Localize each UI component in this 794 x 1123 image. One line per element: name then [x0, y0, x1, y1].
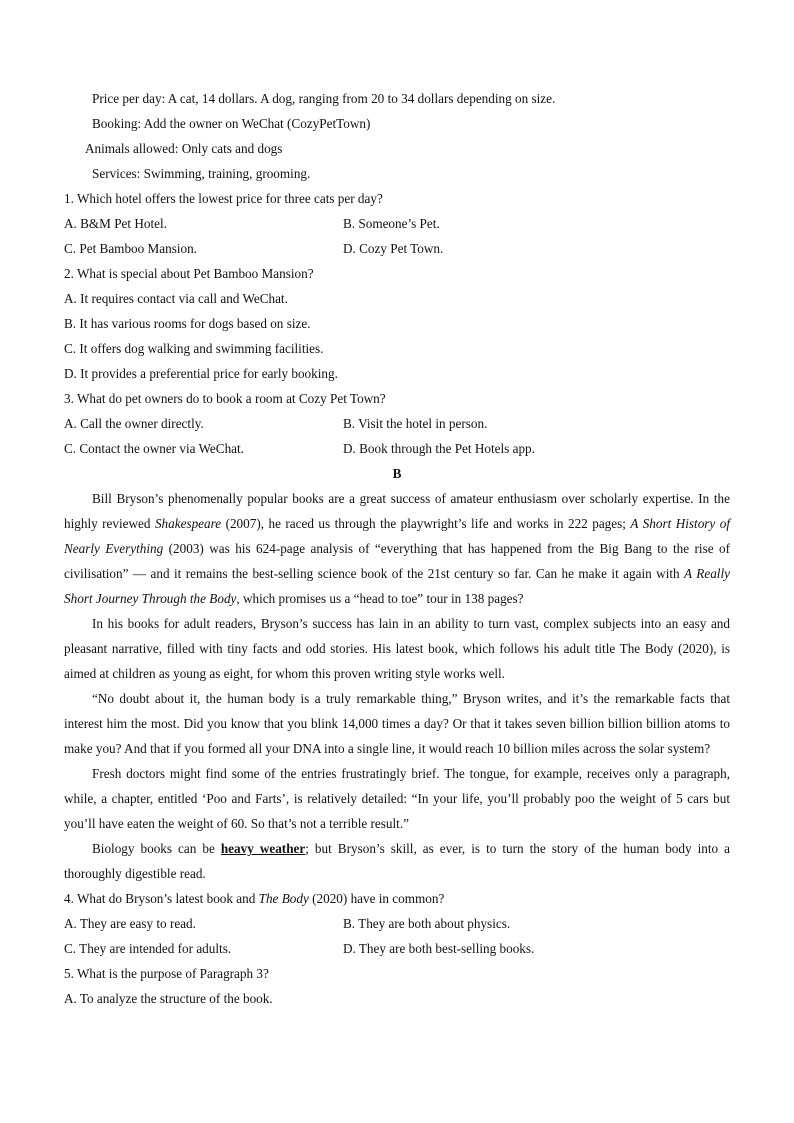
q1-option-b: B. Someone’s Pet. — [343, 216, 440, 231]
q1-option-a: A. B&M Pet Hotel. — [64, 216, 167, 231]
question-4-options-row2 — [64, 936, 730, 961]
question-3-options-row1 — [64, 411, 730, 436]
section-b-heading: B — [392, 466, 402, 481]
question-1: 1. Which hotel offers the lowest price for three cats per day? — [64, 191, 383, 206]
q3-option-b: B. Visit the hotel in person. — [343, 416, 488, 431]
question-2: 2. What is special about Pet Bamboo Mansion? — [64, 266, 314, 281]
q3-option-a: A. Call the owner directly. — [64, 416, 204, 431]
question-3: 3. What do pet owners do to book a room at Cozy Pet Town? — [64, 391, 386, 406]
q3-option-d: D. Book through the Pet Hotels app. — [343, 441, 535, 456]
question-5: 5. What is the purpose of Paragraph 3? — [64, 966, 269, 981]
price-info: Price per day: A cat, 14 dollars. A dog, ranging from 20 to 34 dollars depending on size. — [92, 91, 556, 106]
q1-option-d: D. Cozy Pet Town. — [343, 241, 444, 256]
q2-option-d: D. It provides a preferential price for early booking. — [64, 366, 338, 381]
passage-paragraph-2: In his books for adult readers, Bryson’s success has lain in an ability to turn vast, complex subjects into an easy and pleasant narrative, filled with tiny facts and odd stories. His latest book, which follows his adult title The Body (2020), is aimed at children as young as eight, for whom this proven writing style works well. — [64, 616, 730, 681]
question-4 — [64, 886, 730, 911]
question-3-options-row2 — [64, 436, 730, 461]
q4-stem-post: (2020) have in common? — [308, 891, 445, 906]
q4-option-b: B. They are both about physics. — [343, 916, 511, 931]
q2-option-b: B. It has various rooms for dogs based on size. — [64, 316, 311, 331]
p1-text-2: (2007), he raced us through the playwright’s life and works in 222 pages; — [221, 516, 631, 531]
p1-title-shakespeare: Shakespeare — [154, 516, 222, 531]
passage-paragraph-1 — [64, 486, 730, 611]
q4-option-c: C. They are intended for adults. — [64, 941, 232, 956]
q2-option-a: A. It requires contact via call and WeChat. — [64, 291, 288, 306]
p1-title-short-history: A Short History of Nearly Everything — [64, 516, 730, 556]
question-1-options-row1 — [64, 211, 730, 236]
p1-text-1: Bill Bryson’s phenomenally popular books are a great success of amateur enthusiasm over scholarly expertise. In the highly reviewed — [64, 491, 730, 531]
q4-stem-pre: 4. What do Bryson’s latest book and — [64, 891, 259, 906]
services-info: Services: Swimming, training, grooming. — [92, 166, 311, 181]
booking-info: Booking: Add the owner on WeChat (CozyPetTown) — [92, 116, 371, 131]
q1-option-c: C. Pet Bamboo Mansion. — [64, 241, 197, 256]
q3-option-c: C. Contact the owner via WeChat. — [64, 441, 244, 456]
passage-paragraph-3: “No doubt about it, the human body is a truly remarkable thing,” Bryson writes, and it’s the remarkable facts that interest him the most. Did you know that you blink 14,000 times a day? Or that it takes seven billion billion billion atoms to make you? And that if you formed all your DNA into a single line, it would reach 10 billion miles across the solar system? — [64, 691, 730, 756]
heavy-weather-phrase: heavy weather — [220, 841, 306, 856]
question-1-options-row2 — [64, 236, 730, 261]
question-4-options-row1 — [64, 911, 730, 936]
document-page — [64, 86, 730, 1011]
p1-title-short-journey: A Really Short Journey Through the Body — [64, 566, 730, 606]
q4-option-d: D. They are both best-selling books. — [343, 941, 535, 956]
p1-text-4: , which promises us a “head to toe” tour in 138 pages? — [236, 591, 524, 606]
p1-text-3: (2003) was his 624-page analysis of “everything that has happened from the Big Bang to the rise of civilisation” — and it remains the best-selling science book of the 21st century so far. Can he make it again with — [64, 541, 730, 581]
q5-option-a: A. To analyze the structure of the book. — [64, 991, 273, 1006]
q2-option-c: C. It offers dog walking and swimming facilities. — [64, 341, 324, 356]
p5-text-1: Biology books can be — [92, 841, 221, 856]
passage-paragraph-4: Fresh doctors might find some of the entries frustratingly brief. The tongue, for example, receives only a paragraph, while, a chapter, entitled ‘Poo and Farts’, is relatively detailed: “In your life, you’ll probably poo the weight of 5 cars but you’ll have eaten the weight of 60. So that’s not a terrible result.” — [64, 766, 730, 831]
q4-stem-title: The Body — [258, 891, 309, 906]
q4-option-a: A. They are easy to read. — [64, 916, 196, 931]
p5-text-2: ; but Bryson’s skill, as ever, is to turn the story of the human body into a thoroughly digestible read. — [64, 841, 730, 881]
animals-info: Animals allowed: Only cats and dogs — [85, 141, 283, 156]
passage-paragraph-5 — [64, 836, 730, 886]
